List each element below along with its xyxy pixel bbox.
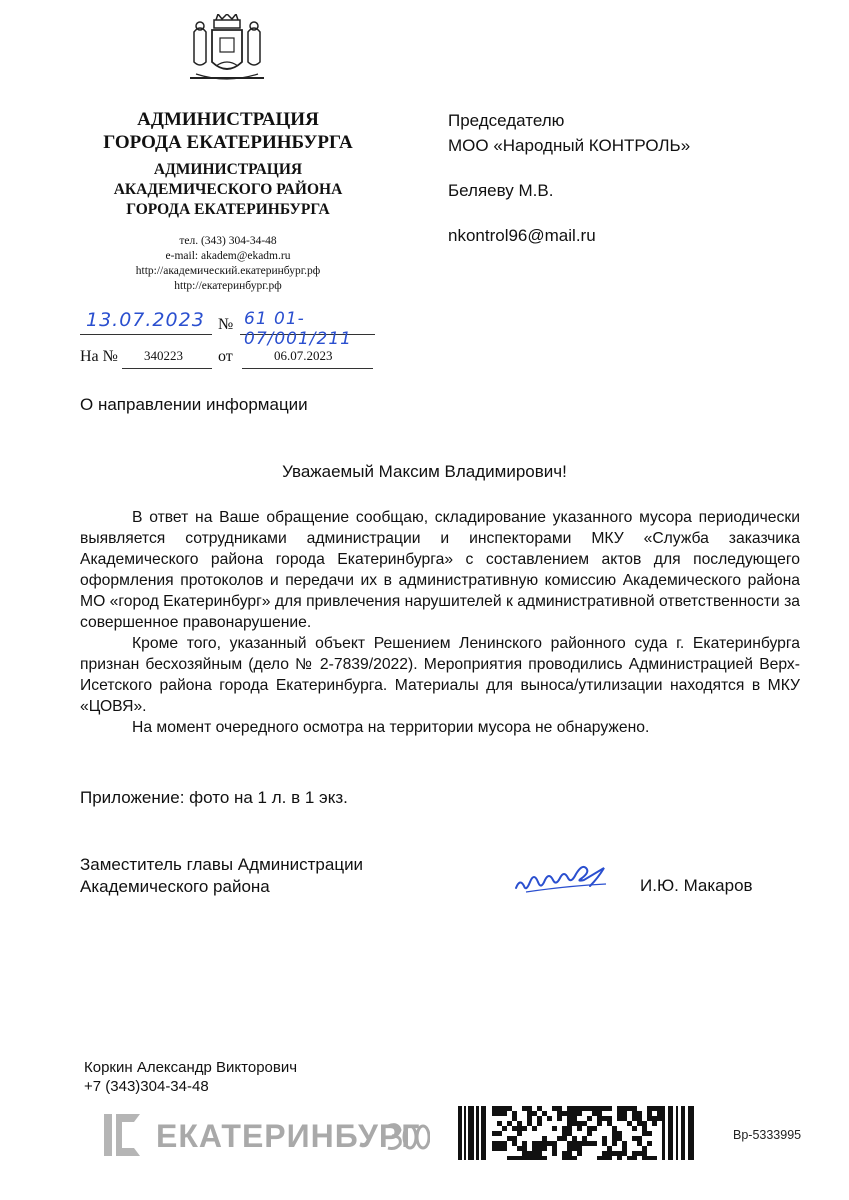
handwritten-signature-icon — [510, 862, 630, 900]
recipient-block — [448, 108, 690, 248]
recipient-title: Председателю — [448, 111, 565, 130]
contact-phone: тел. (343) 304-34-48 — [179, 235, 277, 247]
org-line-2: ГОРОДА ЕКАТЕРИНБУРГА — [103, 132, 353, 153]
contact-block — [70, 234, 386, 294]
outgoing-date-field — [80, 309, 212, 335]
from-label: от — [218, 348, 233, 365]
brand-text: ЕКАТЕРИНБУРГ — [156, 1118, 421, 1154]
brand-mark-icon — [100, 1112, 144, 1158]
contact-site-1: http://академический.екатеринбург.рф — [135, 265, 321, 277]
dept-line-1: АДМИНИСТРАЦИЯ — [153, 161, 303, 178]
reference-date-field — [242, 348, 373, 369]
signer-title-line-2: Академического района — [80, 877, 270, 896]
letter-subject: О направлении информации — [80, 395, 308, 414]
attachment-note: Приложение: фото на 1 л. в 1 экз. — [80, 788, 348, 807]
org-line-1: АДМИНИСТРАЦИЯ — [137, 109, 319, 130]
recipient-name: Беляеву М.В. — [448, 181, 554, 200]
reference-date: 06.07.2023 — [274, 348, 333, 363]
reference-number: 340223 — [144, 348, 183, 363]
contact-site-2: http://екатеринбург.рф — [174, 280, 282, 292]
outgoing-number: 61 01-07/001/211 — [244, 309, 352, 349]
outgoing-date: 13.07.2023 — [86, 309, 205, 331]
signer-title-line-1: Заместитель главы Администрации — [80, 855, 364, 874]
greeting: Уважаемый Максим Владимирович! — [282, 462, 567, 481]
body-paragraph: На момент очередного осмотра на территории мусора не обнаружено. — [132, 719, 650, 736]
organization-name — [70, 108, 386, 154]
recipient-organization: МОО «Народный КОНТРОЛЬ» — [448, 136, 691, 155]
reference-number-field — [122, 348, 212, 369]
document-barcode-icon — [458, 1106, 698, 1160]
dept-line-3: ГОРОДА ЕКАТЕРИНБУРГА — [126, 201, 330, 218]
executor-name: Коркин Александр Викторович — [84, 1059, 298, 1076]
signer-title — [80, 854, 363, 898]
letter-body — [80, 507, 800, 738]
document-id: Вр-5333995 — [733, 1128, 802, 1142]
number-label: № — [218, 316, 234, 333]
executor-block — [84, 1058, 297, 1096]
department-name — [70, 160, 386, 220]
body-paragraph: Кроме того, указанный объект Решением Ленинского районного суда г. Екатеринбурга признан бесхозяйным (дело № 2-7839/2022). Мероприятия проводились Администрацией Верх-Исетского района города Екатеринбурга. Материалы для выноса/утилизации находятся в МКУ «ЦОВЯ». — [80, 635, 800, 715]
outgoing-number-field — [240, 309, 375, 349]
body-paragraph: В ответ на Ваше обращение сообщаю, складирование указанного мусора периодически выявляется сотрудниками администрации и инспекторами МКУ «Служба заказчика Академического района города Екатеринбурга» с составлением актов для последующего оформления протоколов и передачи их в административную комиссию Академического района МО «город Екатеринбург» для привлечения нарушителей к административной ответственности за совершенное правонарушение. — [80, 509, 800, 631]
brand-300-icon — [386, 1122, 430, 1152]
contact-email: e-mail: akadem@ekadm.ru — [165, 250, 291, 262]
yekaterinburg-brand-logo — [100, 1108, 430, 1164]
signer-name: И.Ю. Макаров — [640, 876, 753, 895]
executor-phone: +7 (343)304-34-48 — [84, 1078, 209, 1095]
city-coat-of-arms-icon — [186, 14, 268, 86]
reference-label: На № — [80, 348, 118, 365]
recipient-email: nkontrol96@mail.ru — [448, 226, 596, 245]
dept-line-2: АКАДЕМИЧЕСКОГО РАЙОНА — [113, 181, 343, 198]
